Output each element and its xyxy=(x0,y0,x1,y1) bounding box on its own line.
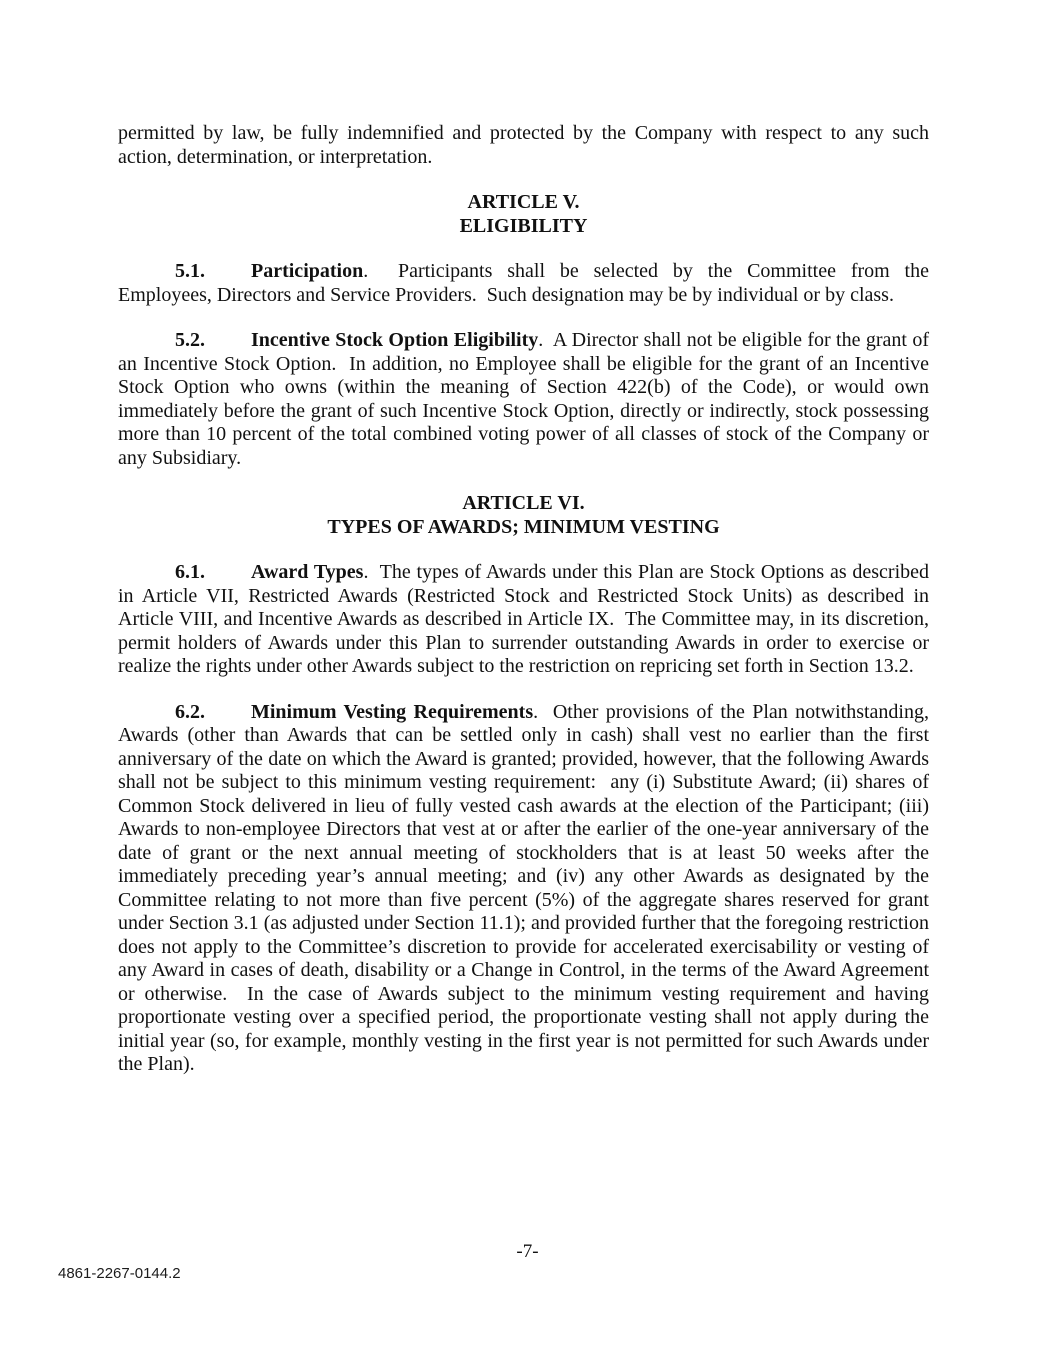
section-6-2-number: 6.2. xyxy=(175,700,205,723)
section-5-2-paragraph xyxy=(118,329,929,470)
paragraph-intro-continuation: permitted by law, be fully indemnified and protected by the Company with respect to any such action, determination, or interpretation. xyxy=(118,122,929,168)
article-vi-heading xyxy=(118,492,929,539)
section-6-2-body: . Other provisions of the Plan notwithstanding, Awards (other than Awards that can be settled only in cash) shall vest no earlier than the first anniversary of the date on which the Award is granted; provided, however, that the following Awards shall not be subject to this minimum vesting requirement: any (i) Substitute Award; (ii) shares of Common Stock delivered in lieu of fully vested cash awards at the election of the Participant; (iii) Awards to non-employee Directors that vest at or after the earlier of the one-year anniversary of the date of grant or the next annual meeting of stockholders that is at least 50 weeks after the immediately preceding year’s annual meeting; and (iv) any other Awards as designated by the Committee relating to not more than five percent (5%) of the aggregate shares reserved for grant under Section 3.1 (as adjusted under Section 11.1); and provided further that the foregoing restriction does not apply to the Committee’s discretion to provide for accelerated exercisability or vesting of any Award in cases of death, disability or a Change in Control, in the terms of the Award Agreement or otherwise. In the case of Awards subject to the minimum vesting requirement and having proportionate vesting over a specified period, the proportionate vesting shall not apply during the initial year (so, for example, monthly vesting in the first year is not permitted for such Awards under the Plan). xyxy=(118,700,929,1075)
section-6-1-number: 6.1. xyxy=(175,561,205,583)
section-6-1-body: . The types of Awards under this Plan are Stock Options as described in Article VII, Restricted Awards (Restricted Stock and Restricted Stock Units) as described in Article VIII, and Incentive Awards as described in Article IX. The Committee may, in its discretion, permit holders of Awards under this Plan to surrender outstanding Awards in order to exercise or realize the rights under other Awards subject to the restriction on repricing set forth in Section 13.2. xyxy=(118,561,930,677)
document-id-stamp: 4861-2267-0144.2 xyxy=(58,1265,181,1282)
section-5-2-title: Incentive Stock Option Eligibility xyxy=(251,329,539,351)
section-5-1-paragraph xyxy=(118,260,929,307)
section-5-2-number: 5.2. xyxy=(175,329,205,351)
section-5-1-number: 5.1. xyxy=(175,260,205,282)
article-vi-heading-number: ARTICLE VI. xyxy=(462,492,585,514)
page-number: -7- xyxy=(516,1241,539,1262)
article-v-heading-number: ARTICLE V. xyxy=(467,191,580,213)
section-6-2-title: Minimum Vesting Requirements xyxy=(251,700,534,723)
article-v-heading xyxy=(118,191,929,238)
section-5-2-body: . A Director shall not be eligible for the grant of an Incentive Stock Option. In addition, no Employee shall be eligible for the grant of an Incentive Stock Option who owns (within the meaning of Section 422(b) of the Code), or would own immediately before the grant of such Incentive Stock Option, directly or indirectly, stock possessing more than 10 percent of the total combined voting power of all classes of stock of the Company or any Subsidiary. xyxy=(118,329,929,469)
article-v-heading-title: ELIGIBILITY xyxy=(459,214,588,237)
section-5-1-title: Participation xyxy=(251,260,364,282)
section-6-1-title: Award Types xyxy=(251,561,364,583)
article-vi-heading-title: TYPES OF AWARDS; MINIMUM VESTING xyxy=(327,515,720,538)
section-5-1-body: . Participants shall be selected by the Committee from the Employees, Directors and Service Providers. Such designation may be by individual or by class. xyxy=(118,260,929,306)
section-6-2-paragraph xyxy=(118,701,929,1077)
section-6-1-paragraph xyxy=(118,561,929,679)
